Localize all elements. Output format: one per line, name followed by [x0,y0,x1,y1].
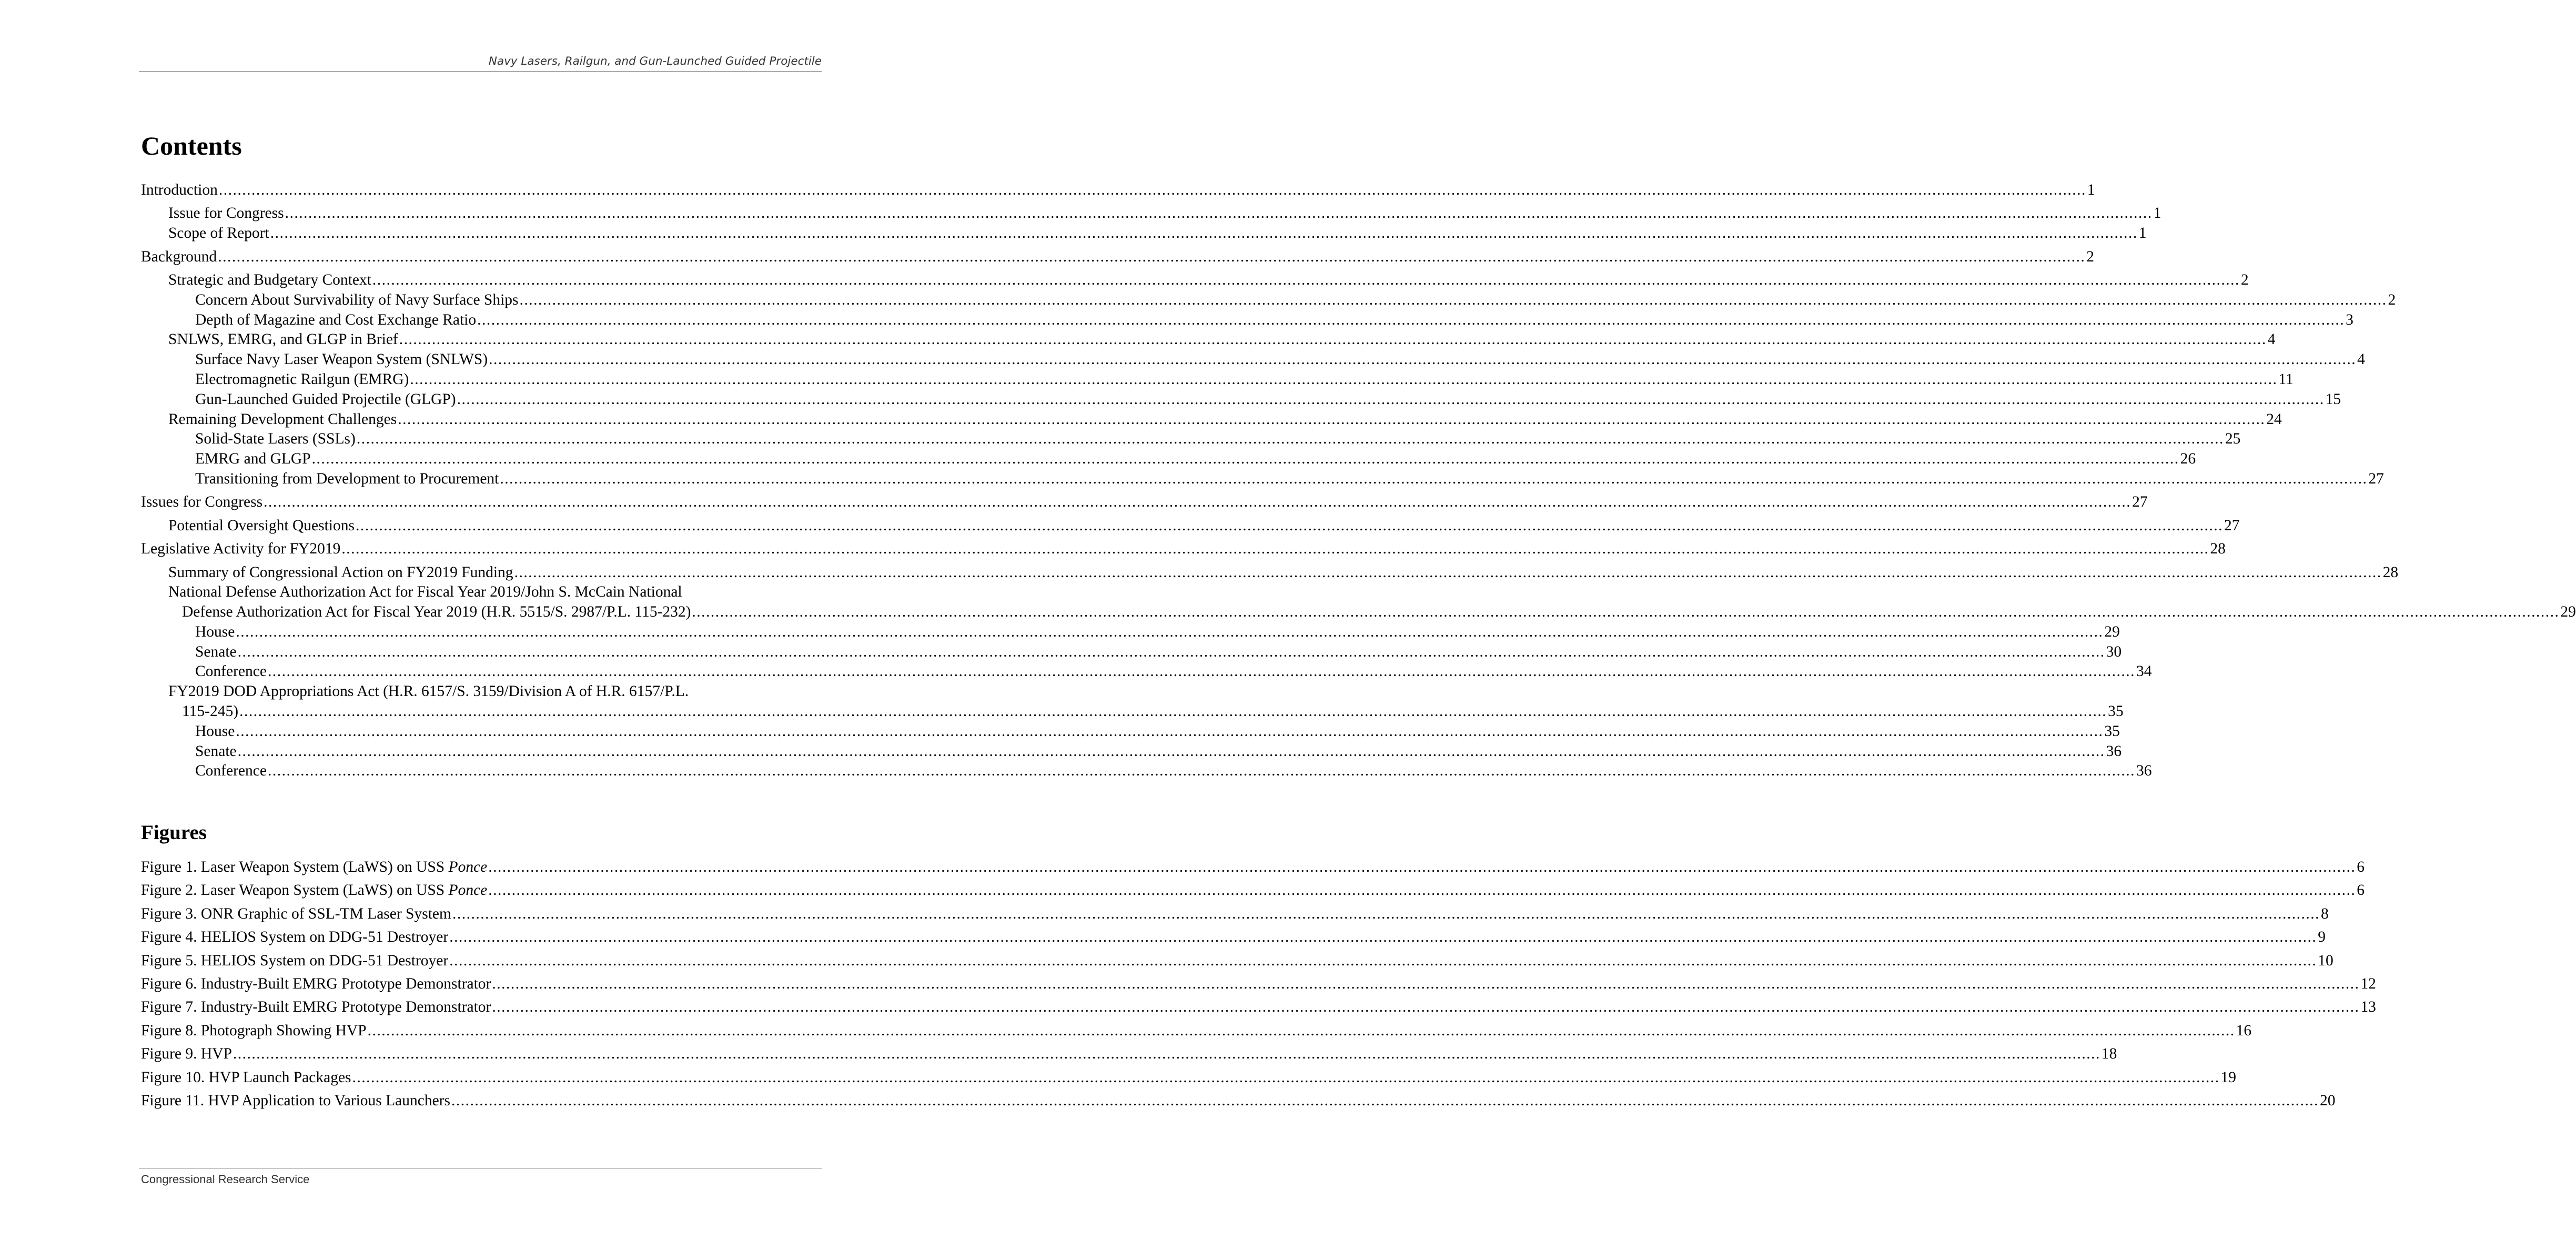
toc-entry-label: House [195,722,235,740]
toc-entry-label: Depth of Magazine and Cost Exchange Ratio [195,311,477,328]
toc-entry-label: Conference [195,762,267,780]
toc-entry-page: 25 [2225,430,2241,448]
figure-entry-label: Figure 9. HVP [141,1045,232,1063]
figure-entry-page: 6 [2357,859,2365,875]
figure-entry-11[interactable] [141,1091,2336,1111]
toc-entry-label: Transitioning from Development to Procurement [195,470,499,487]
toc-entry-scope-of-report[interactable] [141,224,2147,244]
dot-leader: ................................................................................................................................................................................................................................................................................................................................................................................................................ [264,493,2131,511]
toc-entry-survivability[interactable] [141,290,2396,310]
figure-entry-page: 18 [2101,1045,2117,1063]
toc-entry-label: 115-245) [182,703,239,720]
dot-leader: ................................................................................................................................................................................................................................................................................................................................................................................................................ [488,882,2356,899]
figure-entry-page: 10 [2318,952,2333,969]
dot-leader: ................................................................................................................................................................................................................................................................................................................................................................................................................ [270,225,2138,242]
toc-entry-label: House [195,623,235,640]
toc-entry-page: 2 [2388,291,2396,308]
toc-entry-approps-senate[interactable] [141,742,2122,762]
figure-entry-5[interactable] [141,951,2333,971]
toc-entry-page: 27 [2224,517,2240,534]
toc-entry-emrg-and-glgp[interactable] [141,449,2196,469]
toc-entry-transitioning[interactable] [141,469,2384,489]
toc-entry-label: Potential Oversight Questions [168,517,355,534]
toc-entry-page: 35 [2108,703,2124,720]
toc-entry-page: 2 [2240,271,2249,288]
figure-entry-3[interactable] [141,904,2329,924]
toc-entry-page: 27 [2132,493,2148,511]
toc-entry-label: Issues for Congress [141,493,263,511]
dot-leader: ................................................................................................................................................................................................................................................................................................................................................................................................................ [449,929,2317,946]
toc-entry-snlws[interactable] [141,350,2365,370]
dot-leader: ................................................................................................................................................................................................................................................................................................................................................................................................................ [311,450,2179,468]
toc-entry-label: Senate [195,643,237,660]
toc-entry-ndaa-house[interactable] [141,622,2120,642]
figure-entry-page: 16 [2236,1022,2252,1039]
dot-leader: ................................................................................................................................................................................................................................................................................................................................................................................................................ [352,1068,2220,1086]
dot-leader: ................................................................................................................................................................................................................................................................................................................................................................................................................ [285,205,2153,222]
figure-entry-page: 13 [2360,999,2376,1016]
toc-entry-page: 26 [2180,450,2196,468]
header-rule [139,71,822,72]
dot-leader: ................................................................................................................................................................................................................................................................................................................................................................................................................ [489,351,2357,368]
toc-entry-page: 4 [2357,351,2365,368]
toc-entry-label: Senate [195,742,237,760]
dot-leader: ................................................................................................................................................................................................................................................................................................................................................................................................................ [236,623,2104,640]
toc-entry-page: 3 [2346,311,2353,328]
toc-entry-label: Surface Navy Laser Weapon System (SNLWS) [195,351,488,368]
toc-entry-page: 1 [2153,205,2161,222]
toc-entry-page: 4 [2267,331,2276,348]
contents-list [141,180,2576,781]
figure-entry-9[interactable] [141,1044,2117,1064]
toc-entry-approps-conference[interactable] [141,761,2152,781]
toc-entry-label: Summary of Congressional Action on FY2019 Funding [168,563,513,581]
figure-entry-4[interactable] [141,928,2326,947]
toc-entry-page: 27 [2368,470,2384,487]
figure-entry-label: Figure 10. HVP Launch Packages [141,1068,351,1086]
toc-entry-remaining-challenges[interactable] [141,410,2282,430]
footer-text: Congressional Research Service [141,1173,310,1186]
figure-entry-page: 8 [2320,905,2329,922]
toc-entry-glgp[interactable] [141,390,2341,410]
dot-leader: ................................................................................................................................................................................................................................................................................................................................................................................................................ [356,430,2224,448]
dot-leader: ................................................................................................................................................................................................................................................................................................................................................................................................................ [449,952,2317,969]
dot-leader: ................................................................................................................................................................................................................................................................................................................................................................................................................ [237,742,2105,760]
toc-entry-approps[interactable] [141,702,2124,722]
dot-leader: ................................................................................................................................................................................................................................................................................................................................................................................................................ [488,859,2356,875]
contents-heading: Contents [141,131,242,160]
toc-entry-strategic-context[interactable] [141,270,2249,290]
toc-entry-issues-for-congress[interactable] [141,492,2148,512]
dot-leader: ................................................................................................................................................................................................................................................................................................................................................................................................................ [451,1092,2319,1109]
toc-entry-page: 28 [2210,540,2226,558]
toc-entry-emrg[interactable] [141,370,2294,390]
figure-entry-page: 12 [2360,975,2376,992]
toc-entry-label: Introduction [141,182,218,198]
figure-entry-label: Figure 8. Photograph Showing HVP [141,1022,367,1039]
dot-leader: ................................................................................................................................................................................................................................................................................................................................................................................................................ [218,182,2086,198]
toc-entry-page: 1 [2087,182,2095,198]
toc-entry-label: Electromagnetic Railgun (EMRG) [195,370,409,388]
dot-leader: ................................................................................................................................................................................................................................................................................................................................................................................................................ [372,271,2240,288]
figure-entry-1[interactable] [141,858,2365,878]
toc-entry-oversight-questions[interactable] [141,516,2240,536]
dot-leader: ................................................................................................................................................................................................................................................................................................................................................................................................................ [355,517,2223,534]
dot-leader: ................................................................................................................................................................................................................................................................................................................................................................................................................ [692,603,2560,621]
dot-leader: ................................................................................................................................................................................................................................................................................................................................................................................................................ [267,663,2135,680]
dot-leader: ................................................................................................................................................................................................................................................................................................................................................................................................................ [236,722,2104,740]
dot-leader: ................................................................................................................................................................................................................................................................................................................................................................................................................ [514,563,2382,581]
figure-entry-page: 6 [2357,882,2365,899]
toc-entry-label: Remaining Development Challenges [168,410,397,428]
toc-entry-page: 24 [2266,410,2282,428]
figure-entry-page: 9 [2318,929,2326,946]
toc-entry-label: EMRG and GLGP [195,450,311,468]
dot-leader: ................................................................................................................................................................................................................................................................................................................................................................................................................ [341,540,2209,558]
toc-entry-page: 29 [2560,603,2576,621]
toc-entry-summary-of-action[interactable] [141,563,2399,583]
dot-leader: ................................................................................................................................................................................................................................................................................................................................................................................................................ [237,643,2105,660]
toc-entry-ssls[interactable] [141,429,2241,449]
toc-entry-label: Gun-Launched Guided Projectile (GLGP) [195,390,456,408]
toc-entry-ndaa-conference[interactable] [141,662,2152,682]
dot-leader: ................................................................................................................................................................................................................................................................................................................................................................................................................ [410,370,2278,388]
toc-entry-ndaa-line1[interactable]: National Defense Authorization Act for Fiscal Year 2019/John S. McCain National [168,583,682,601]
dot-leader: ................................................................................................................................................................................................................................................................................................................................................................................................................ [452,905,2320,922]
figure-entry-label: Figure 7. Industry-Built EMRG Prototype Demonstrator [141,999,491,1016]
figure-entry-label: Figure 6. Industry-Built EMRG Prototype Demonstrator [141,975,491,992]
figure-entry-label: Figure 4. HELIOS System on DDG-51 Destroyer [141,929,449,946]
dot-leader: ................................................................................................................................................................................................................................................................................................................................................................................................................ [519,291,2387,308]
toc-entry-page: 35 [2104,722,2120,740]
dot-leader: ................................................................................................................................................................................................................................................................................................................................................................................................................ [492,999,2360,1016]
figure-entry-10[interactable] [141,1068,2237,1088]
toc-entry-page: 34 [2136,663,2152,680]
dot-leader: ................................................................................................................................................................................................................................................................................................................................................................................................................ [239,703,2107,720]
toc-entry-label: Scope of Report [168,225,269,242]
toc-entry-page: 29 [2104,623,2120,640]
toc-entry-page: 36 [2136,762,2152,780]
running-title: Navy Lasers, Railgun, and Gun-Launched Guided Projectile [488,55,822,68]
toc-entry-approps-line1[interactable]: FY2019 DOD Appropriations Act (H.R. 6157/S. 3159/Division A of H.R. 6157/P.L. [168,683,689,700]
toc-entry-label: Concern About Survivability of Navy Surface Ships [195,291,519,308]
figure-entry-label: Figure 3. ONR Graphic of SSL-TM Laser System [141,905,451,922]
dot-leader: ................................................................................................................................................................................................................................................................................................................................................................................................................ [367,1022,2235,1039]
dot-leader: ................................................................................................................................................................................................................................................................................................................................................................................................................ [477,311,2345,328]
toc-entry-page: 15 [2325,390,2341,408]
dot-leader: ................................................................................................................................................................................................................................................................................................................................................................................................................ [233,1045,2100,1063]
toc-entry-label: Background [141,248,217,265]
dot-leader: ................................................................................................................................................................................................................................................................................................................................................................................................................ [492,975,2360,992]
toc-entry-page: 1 [2138,225,2147,242]
figure-entry-7[interactable] [141,997,2376,1017]
toc-entry-page: 2 [2086,248,2094,265]
figures-list [141,858,2376,1111]
toc-entry-label: Issue for Congress [168,205,284,222]
toc-entry-page: 30 [2106,643,2122,660]
toc-entry-legislative-activity[interactable] [141,539,2226,559]
toc-entry-introduction[interactable] [141,180,2095,200]
figure-entry-page: 19 [2220,1068,2237,1086]
toc-entry-approps-house[interactable] [141,722,2120,742]
toc-entry-depth-of-magazine[interactable] [141,310,2353,330]
figure-entry-2[interactable] [141,881,2365,901]
toc-entry-background[interactable] [141,247,2094,267]
toc-entry-label: Strategic and Budgetary Context [168,271,371,288]
toc-entry-label: Legislative Activity for FY2019 [141,540,341,558]
dot-leader: ................................................................................................................................................................................................................................................................................................................................................................................................................ [267,762,2135,780]
figure-entry-label: Figure 5. HELIOS System on DDG-51 Destroyer [141,952,449,969]
figure-entry-label: Figure 11. HVP Application to Various Launchers [141,1092,451,1109]
figure-entry-label: Figure 2. Laser Weapon System (LaWS) on USS Ponce [141,882,488,899]
dot-leader: ................................................................................................................................................................................................................................................................................................................................................................................................................ [398,410,2266,428]
toc-entry-label: Conference [195,663,267,680]
toc-entry-label: SNLWS, EMRG, and GLGP in Brief [168,331,398,348]
toc-entry-label: Solid-State Lasers (SSLs) [195,430,356,448]
figure-entry-6[interactable] [141,974,2376,994]
toc-entry-issue-for-congress[interactable] [141,204,2161,224]
dot-leader: ................................................................................................................................................................................................................................................................................................................................................................................................................ [399,331,2267,348]
figures-heading: Figures [141,821,207,844]
toc-entry-ndaa[interactable] [141,602,2576,622]
dot-leader: ................................................................................................................................................................................................................................................................................................................................................................................................................ [457,390,2325,408]
toc-entry-page: 28 [2382,563,2399,581]
figure-entry-page: 20 [2320,1092,2336,1109]
figure-entry-8[interactable] [141,1021,2252,1041]
toc-entry-label: Defense Authorization Act for Fiscal Year 2019 (H.R. 5515/S. 2987/P.L. 115-232) [182,603,691,621]
dot-leader: ................................................................................................................................................................................................................................................................................................................................................................................................................ [218,248,2086,265]
dot-leader: ................................................................................................................................................................................................................................................................................................................................................................................................................ [500,470,2368,487]
figure-entry-label: Figure 1. Laser Weapon System (LaWS) on USS Ponce [141,859,488,875]
toc-entry-ndaa-senate[interactable] [141,642,2122,662]
toc-entry-page: 11 [2278,370,2294,388]
toc-entry-page: 36 [2106,742,2122,760]
toc-entry-in-brief[interactable] [141,330,2276,350]
